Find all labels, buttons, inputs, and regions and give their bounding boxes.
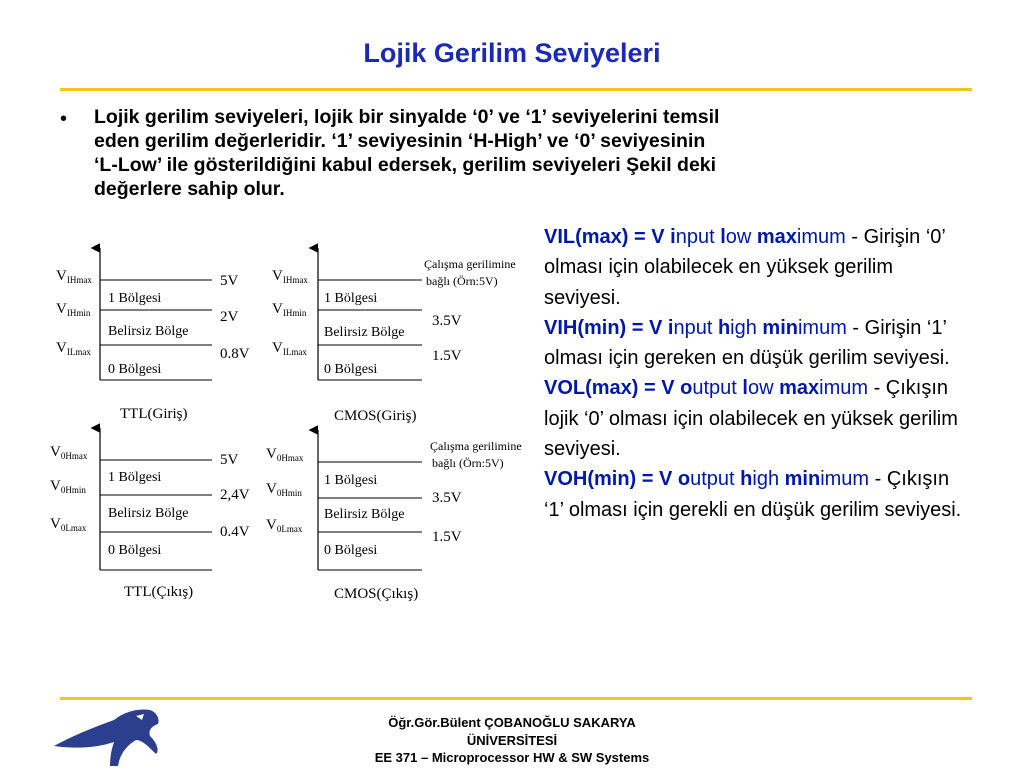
bullet-line: eden gerilim değerleridir. ‘1’ seviyesinin ‘H-High’ ve ‘0’ seviyesinin (94, 130, 706, 152)
cmos-in-value: 3.5V (432, 313, 462, 329)
definition-term: VOL(max) = V output low maximum (544, 377, 869, 400)
definition-term: VIL(max) = V input low maximum (544, 226, 846, 248)
diagrams-svg (40, 240, 540, 620)
bullet-line: ‘L-Low’ ile gösterildiğini kabul edersek, gerilim seviyeleri Şekil deki (94, 154, 717, 176)
definition-term: VOH(min) = V output high minimum (544, 468, 870, 491)
definition-vilmax (544, 226, 945, 309)
cmos-in-vihmax-label: $V_{IHmax}$ (272, 268, 308, 285)
cmos-in-region-undefined: Belirsiz Bölge (324, 325, 405, 340)
cmos-in-vihmin-label: $V_{IHmin}$ (272, 301, 307, 318)
cmos-out-vohmax-label: $V_{0Hmax}$ (266, 446, 304, 463)
cmos-in-note: Çalışma gerilimine (424, 257, 516, 271)
ttl-out-value: 0.4V (220, 524, 250, 540)
bullet-marker: • (60, 108, 68, 130)
bullet-text (94, 105, 944, 201)
university-logo (52, 706, 162, 773)
definition-term: VIH(min) = V input high minimum (544, 316, 847, 339)
cmos-out-value: 1.5V (432, 529, 462, 545)
cmos-out-value: 3.5V (432, 490, 462, 506)
cmos-in-value: 1.5V (432, 348, 462, 364)
definition-description: - Girişin ‘1’ olması için gereken en düşük gerilim seviyesi. (544, 316, 950, 370)
definitions-panel (544, 222, 964, 525)
cmos-out-region-0: 0 Bölgesi (324, 543, 378, 558)
ttl-in-value: 0.8V (220, 346, 250, 362)
ttl-out-region-1: 1 Bölgesi (108, 470, 162, 485)
footer-line: ÜNİVERSİTESİ (466, 732, 558, 748)
footer (300, 714, 724, 767)
cmos-output-diagram (266, 430, 522, 602)
cmos-in-note: bağlı (Örn:5V) (426, 274, 498, 288)
cmos-out-note: bağlı (Örn:5V) (432, 456, 504, 470)
cmos-input-diagram (272, 248, 516, 424)
panther-logo-icon (52, 706, 162, 768)
ttl-out-value: 5V (220, 452, 239, 468)
ttl-in-vilmax-label: $V_{ILmax}$ (56, 340, 91, 357)
ttl-in-region-0: 0 Bölgesi (108, 362, 162, 377)
ttl-in-caption: TTL(Giriş) (120, 406, 188, 422)
definition-description: - Çıkışın ‘1’ olması için gerekli en düşük gerilim seviyesi. (544, 468, 962, 521)
bullet-line: değerlere sahip olur. (94, 178, 285, 200)
top-divider (60, 88, 972, 91)
cmos-out-caption: CMOS(Çıkış) (334, 586, 419, 602)
ttl-out-vohmax-label: $V_{0Hmax}$ (50, 444, 88, 461)
ttl-in-vihmin-label: $V_{IHmin}$ (56, 301, 91, 318)
ttl-in-region-undefined: Belirsiz Bölge (108, 324, 189, 339)
cmos-out-vohmin-label: $V_{0Hmin}$ (266, 481, 302, 498)
ttl-out-region-undefined: Belirsiz Bölge (108, 506, 189, 521)
cmos-in-vilmax-label: $V_{ILmax}$ (272, 340, 307, 357)
cmos-in-region-0: 0 Bölgesi (324, 362, 378, 377)
definition-vohmin (544, 468, 961, 520)
ttl-out-caption: TTL(Çıkış) (124, 584, 194, 600)
ttl-in-vihmax-label: $V_{IHmax}$ (56, 268, 92, 285)
ttl-output-diagram (50, 428, 250, 600)
definition-description: - Girişin ‘0’ olması için olabilecek en yüksek gerilim seviyesi. (544, 226, 946, 309)
definition-vihmin (544, 317, 950, 369)
voltage-level-diagrams (40, 240, 540, 620)
ttl-out-region-0: 0 Bölgesi (108, 543, 162, 558)
ttl-in-region-1: 1 Bölgesi (108, 291, 162, 306)
cmos-out-volmax-label: $V_{0Lmax}$ (266, 517, 303, 534)
bottom-divider (60, 697, 972, 700)
definition-description: - Çıkışın lojik ‘0’ olması için olabilecek en yüksek gerilim seviyesi. (544, 377, 958, 461)
footer-line: Öğr.Gör.Bülent ÇOBANOĞLU SAKARYA (388, 715, 636, 730)
ttl-in-value: 5V (220, 273, 239, 289)
ttl-out-volmax-label: $V_{0Lmax}$ (50, 516, 87, 533)
ttl-in-value: 2V (220, 309, 239, 325)
cmos-in-caption: CMOS(Giriş) (334, 408, 417, 424)
cmos-in-region-1: 1 Bölgesi (324, 291, 378, 306)
ttl-out-value: 2,4V (220, 487, 250, 503)
definition-volmax (544, 377, 958, 460)
slide-title: Lojik Gerilim Seviyeleri (363, 38, 661, 68)
ttl-out-vohmin-label: $V_{0Hmin}$ (50, 478, 86, 495)
footer-line: EE 371 – Microprocessor HW & SW Systems (374, 750, 650, 765)
cmos-out-region-undefined: Belirsiz Bölge (324, 507, 405, 522)
ttl-input-diagram (56, 248, 250, 422)
cmos-out-region-1: 1 Bölgesi (324, 473, 378, 488)
bullet-line: Lojik gerilim seviyeleri, lojik bir sinyalde ‘0’ ve ‘1’ seviyelerini temsil (94, 106, 720, 128)
cmos-out-note: Çalışma gerilimine (430, 439, 522, 453)
